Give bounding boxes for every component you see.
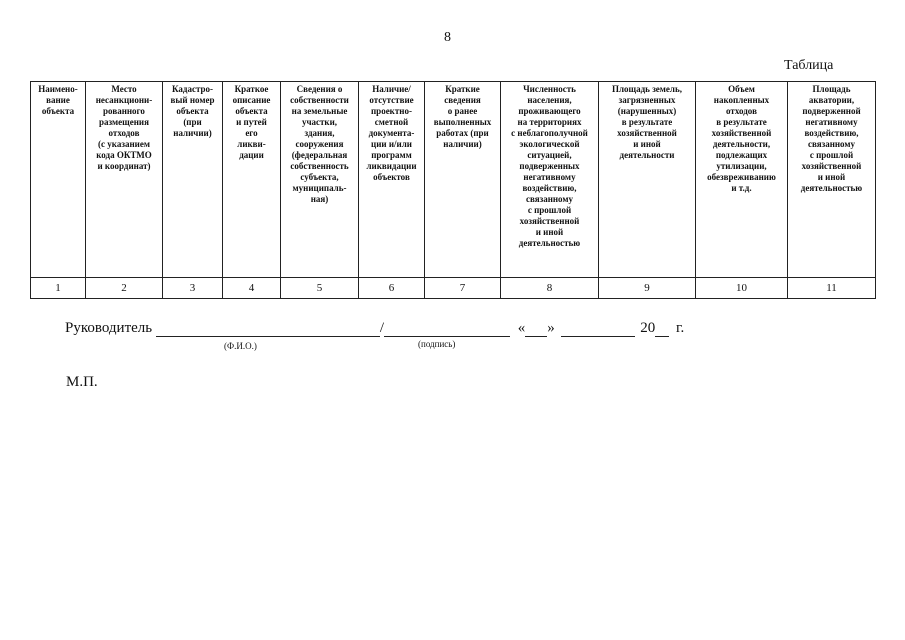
page-number: 8 bbox=[444, 30, 451, 45]
signature-label: Руководитель bbox=[65, 320, 153, 336]
signature-hint: (подпись) bbox=[418, 339, 456, 349]
header-previous-works: Краткие сведения о ранее выполненных работах (при наличии) bbox=[425, 82, 501, 278]
column-number: 1 bbox=[31, 278, 86, 299]
table-caption: Таблица bbox=[784, 58, 834, 73]
date-quote-open: « bbox=[517, 320, 526, 336]
column-number: 6 bbox=[359, 278, 425, 299]
header-object-name: Наимено- вание объекта bbox=[31, 82, 86, 278]
signature-blank[interactable] bbox=[384, 322, 510, 337]
header-water-area: Площадь акватории, подверженной негативному воздействию, связанному с прошлой хозяйственной и иной деятельностью bbox=[788, 82, 876, 278]
column-number: 8 bbox=[501, 278, 599, 299]
date-quote-close: » bbox=[547, 320, 555, 336]
year-blank[interactable] bbox=[655, 322, 669, 337]
fio-blank[interactable] bbox=[156, 322, 380, 337]
column-number: 5 bbox=[281, 278, 359, 299]
stamp-place: М.П. bbox=[66, 374, 98, 390]
column-number: 9 bbox=[599, 278, 696, 299]
column-number: 3 bbox=[163, 278, 223, 299]
column-number: 4 bbox=[223, 278, 281, 299]
day-blank[interactable] bbox=[525, 322, 547, 337]
year-prefix: 20 bbox=[640, 320, 656, 336]
header-polluted-land-area: Площадь земель, загрязненных (нарушенных) в результате хозяйственной и иной деятельности bbox=[599, 82, 696, 278]
header-waste-volume: Объем накопленных отходов в результате хозяйственной деятельности, подлежащих утилизации, обезвреживанию и т.д. bbox=[696, 82, 788, 278]
header-population: Численность населения, проживающего на территориях с неблагополучной экологической ситуацией, подверженных негативному воздействию, связанному с прошлой хозяйственной и иной деятельностью bbox=[501, 82, 599, 278]
signature-separator: / bbox=[379, 320, 385, 336]
table-header-row bbox=[31, 82, 876, 278]
signature-line bbox=[65, 320, 705, 337]
column-number: 10 bbox=[696, 278, 788, 299]
registry-table bbox=[30, 81, 876, 299]
column-number: 7 bbox=[425, 278, 501, 299]
header-object-description: Краткое описание объекта и путей его ликви- дации bbox=[223, 82, 281, 278]
header-ownership-info: Сведения о собственности на земельные участки, здания, сооружения (федеральная собственность субъекта, муниципаль- ная) bbox=[281, 82, 359, 278]
column-number-row bbox=[31, 278, 876, 299]
column-number: 11 bbox=[788, 278, 876, 299]
month-blank[interactable] bbox=[561, 322, 635, 337]
fio-hint: (Ф.И.О.) bbox=[224, 341, 257, 351]
header-disposal-site: Место несанкциони- рованного размещения отходов (с указанием кода ОКТМО и координат) bbox=[86, 82, 163, 278]
header-project-documentation: Наличие/ отсутствие проектно- сметной документа- ции и/или программ ликвидации объектов bbox=[359, 82, 425, 278]
header-cadastral-number: Кадастро- вый номер объекта (при наличии) bbox=[163, 82, 223, 278]
year-suffix: г. bbox=[676, 320, 685, 336]
column-number: 2 bbox=[86, 278, 163, 299]
